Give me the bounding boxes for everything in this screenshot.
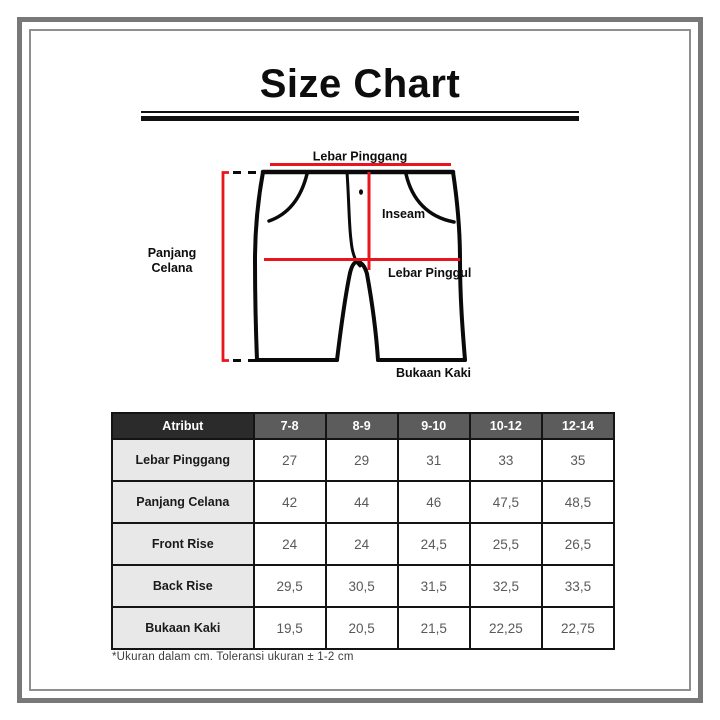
page-title: Size Chart	[259, 62, 461, 106]
cell-value: 22,75	[542, 607, 614, 649]
table-header-row	[112, 413, 614, 439]
column-header-size-12-14: 12-14	[542, 413, 614, 439]
cell-value: 29,5	[254, 565, 326, 607]
left-pocket-curve	[269, 174, 307, 221]
row-label: Front Rise	[112, 523, 254, 565]
title-divider-thick-line	[141, 116, 579, 121]
cell-value: 33,5	[542, 565, 614, 607]
table-row-back-rise	[112, 565, 614, 607]
cell-value: 44	[326, 481, 398, 523]
column-header-size-7-8: 7-8	[254, 413, 326, 439]
column-header-size-8-9: 8-9	[326, 413, 398, 439]
size-tolerance-footnote: *Ukuran dalam cm. Toleransi ukuran ± 1-2 cm	[112, 651, 354, 663]
leg-opening-label: Bukaan Kaki	[396, 366, 472, 380]
cell-value: 25,5	[470, 523, 542, 565]
row-label: Panjang Celana	[112, 481, 254, 523]
cell-value: 32,5	[470, 565, 542, 607]
length-label-line2: Celana	[151, 261, 193, 275]
cell-value: 21,5	[398, 607, 470, 649]
column-header-atribut: Atribut	[112, 413, 254, 439]
cell-value: 47,5	[470, 481, 542, 523]
cell-value: 30,5	[326, 565, 398, 607]
waist-label: Lebar Pinggang	[312, 149, 408, 164]
column-header-size-9-10: 9-10	[398, 413, 470, 439]
cell-value: 48,5	[542, 481, 614, 523]
table-row-bukaan-kaki	[112, 607, 614, 649]
cell-value: 31,5	[398, 565, 470, 607]
inseam-label: Inseam	[382, 207, 426, 221]
row-label: Bukaan Kaki	[112, 607, 254, 649]
title-divider	[141, 111, 579, 121]
cell-value: 24	[326, 523, 398, 565]
table-row-front-rise	[112, 523, 614, 565]
cell-value: 20,5	[326, 607, 398, 649]
cell-value: 42	[254, 481, 326, 523]
size-chart-table	[111, 412, 615, 650]
table-row-lebar-pinggang	[112, 439, 614, 481]
cell-value: 24,5	[398, 523, 470, 565]
cell-value: 27	[254, 439, 326, 481]
cell-value: 19,5	[254, 607, 326, 649]
hip-label: Lebar Pinggul	[388, 266, 472, 280]
table-row-panjang-celana	[112, 481, 614, 523]
cell-value: 29	[326, 439, 398, 481]
cell-value: 33	[470, 439, 542, 481]
column-header-size-10-12: 10-12	[470, 413, 542, 439]
title-divider-thin-line	[141, 111, 579, 113]
shorts-measurement-diagram	[140, 145, 500, 390]
cell-value: 26,5	[542, 523, 614, 565]
cell-value: 31	[398, 439, 470, 481]
length-measure-line	[223, 173, 229, 361]
row-label: Lebar Pinggang	[112, 439, 254, 481]
cell-value: 46	[398, 481, 470, 523]
fly-seam	[347, 172, 360, 266]
length-label-line1: Panjang	[147, 246, 197, 260]
waist-button-dot	[359, 189, 363, 195]
cell-value: 22,25	[470, 607, 542, 649]
cell-value: 24	[254, 523, 326, 565]
cell-value: 35	[542, 439, 614, 481]
row-label: Back Rise	[112, 565, 254, 607]
